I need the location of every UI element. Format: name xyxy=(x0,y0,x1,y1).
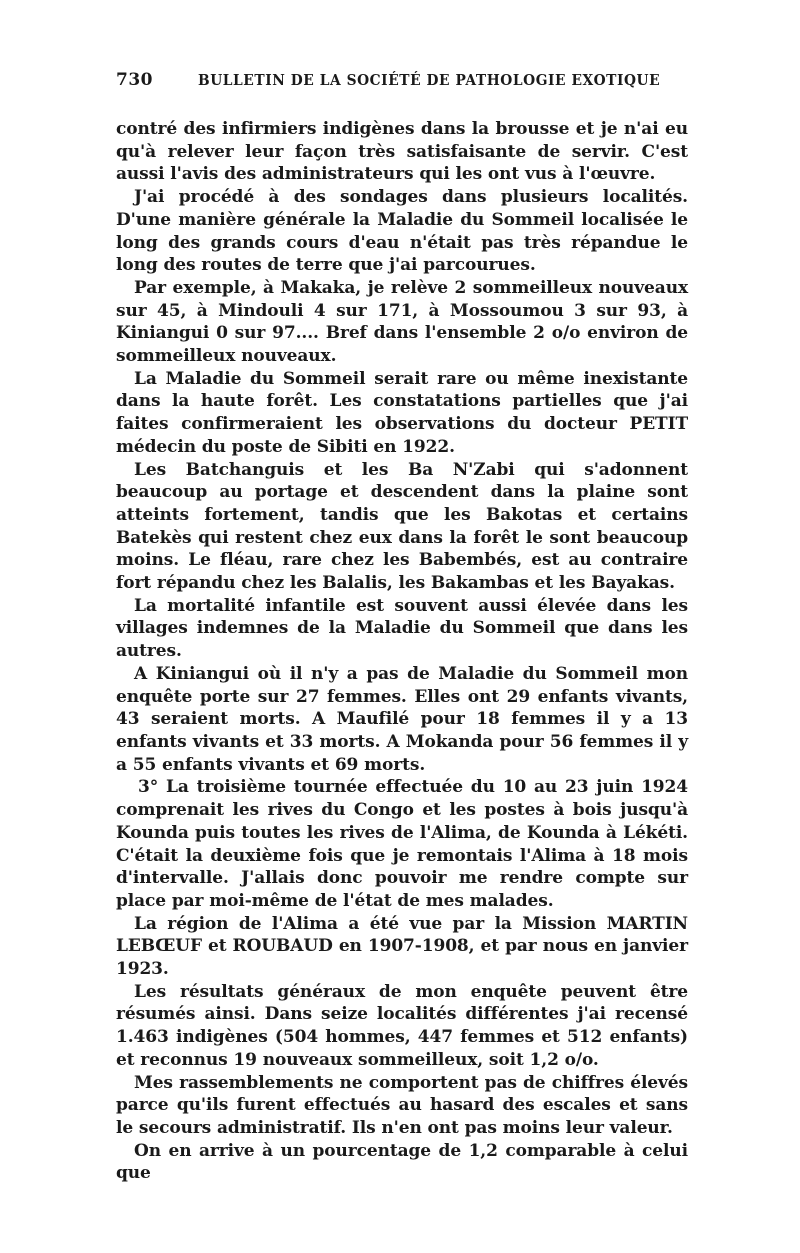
page-number: 730 xyxy=(116,70,153,90)
paragraph: A Kiniangui où il n'y a pas de Maladie du Sommeil mon enquête porte sur 27 femmes. Elles ont 29 enfants vivants, 43 seraient morts. A Maufilé pour 18 femmes il y a 13 enfants vivants et 33 morts. A Mokanda pour 56 femmes il y a 55 enfants vivants et 69 morts. xyxy=(116,663,688,775)
body-text xyxy=(116,118,688,1185)
paragraph: Mes rassemblements ne comportent pas de chiffres élevés parce qu'ils furent effectués au hasard des escales et sans le secours administratif. Ils n'en ont pas moins leur valeur. xyxy=(116,1072,688,1138)
paragraph: La région de l'Alima a été vue par la Mission MARTIN LEBŒUF et ROUBAUD en 1907-1908, et par nous en janvier 1923. xyxy=(116,913,688,980)
paragraph: La mortalité infantile est souvent aussi élevée dans les villages indemnes de la Maladie du Sommeil que dans les autres. xyxy=(116,595,688,662)
paragraph: Les Batchanguis et les Ba N'Zabi qui s'adonnent beaucoup au portage et descendent dans la plaine sont atteints fortement, tandis que les Bakotas et certains Batekès qui restent chez eux dans la forêt le sont beaucoup moins. Le fléau, rare chez les Babembés, est au contraire fort répandu chez les Balalis, les Bakambas et les Bayakas. xyxy=(116,459,688,594)
paragraph: contré des infirmiers indigènes dans la brousse et je n'ai eu qu'à relever leur façon très satisfaisante de servir. C'est aussi l'avis des administrateurs qui les ont vus à l'œuvre. xyxy=(116,119,688,185)
paragraph: La Maladie du Sommeil serait rare ou même inexistante dans la haute forêt. Les constatations partielles que j'ai faites confirmeraient les observations du docteur PETIT médecin du poste de Sibiti en 1922. xyxy=(116,368,688,457)
paragraph: Par exemple, à Makaka, je relève 2 sommeilleux nouveaux sur 45, à Mindouli 4 sur 171, à Mossoumou 3 sur 93, à Kiniangui 0 sur 97.... Bref dans l'ensemble 2 o/o environ de sommeilleux nouveaux. xyxy=(116,277,688,367)
paragraph: On en arrive à un pourcentage de 1,2 comparable à celui que xyxy=(116,1140,688,1184)
running-head xyxy=(116,70,688,110)
journal-title: BULLETIN DE LA SOCIÉTÉ DE PATHOLOGIE EXOTIQUE xyxy=(198,72,661,89)
document-page xyxy=(116,70,688,1185)
paragraph: Les résultats généraux de mon enquête peuvent être résumés ainsi. Dans seize localités différentes j'ai recensé 1.463 indigènes (504 hommes, 447 femmes et 512 enfants) et reconnus 19 nouveaux sommeilleux, soit 1,2 o/o. xyxy=(116,981,688,1070)
paragraph: 3° La troisième tournée effectuée du 10 au 23 juin 1924 comprenait les rives du Congo et les postes à bois jusqu'à Kounda puis toutes les rives de l'Alima, de Kounda à Lékéti. C'était la deuxième fois que je remontais l'Alima à 18 mois d'intervalle. J'allais donc pouvoir me rendre compte sur place par moi-même de l'état de mes malades. xyxy=(116,777,688,911)
paragraph: J'ai procédé à des sondages dans plusieurs localités. D'une manière générale la Maladie du Sommeil localisée le long des grands cours d'eau n'était pas très répandue le long des routes de terre que j'ai parcourues. xyxy=(116,187,688,276)
